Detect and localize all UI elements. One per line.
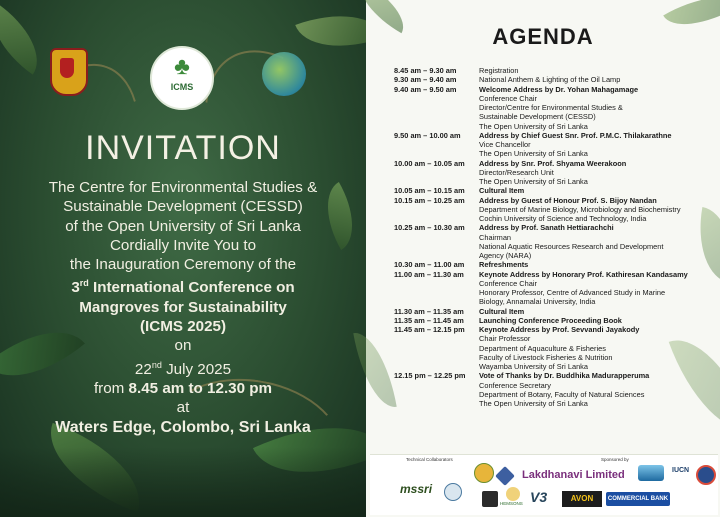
sponsored-by-caption: Sponsored by: [601, 457, 629, 462]
foliage-shadow: [0, 447, 366, 517]
agenda-item-heading: Address by Chief Guest Snr. Prof. P.M.C. Thilakarathne: [479, 130, 672, 140]
agenda-description: [479, 85, 714, 131]
collaborator-seal-icon: [444, 483, 462, 501]
sponsor-badge-icon: [482, 491, 498, 507]
agenda-item-detail: The Open University of Sri Lanka: [479, 399, 588, 408]
agenda-item-detail: Faculty of Livestock Fisheries & Nutrition: [479, 352, 613, 362]
technical-collaborators-caption: Technical Collaborators: [406, 457, 453, 462]
agenda-description: [479, 307, 714, 316]
agenda-item-detail: Conference Secretary: [479, 380, 551, 390]
agenda-time: 11.30 am – 11.35 am: [394, 306, 464, 316]
agenda-time: 11.45 am – 12.15 pm: [394, 325, 465, 334]
agenda-item-detail: National Aquatic Resources Research and Development: [479, 241, 664, 251]
agenda-item-heading: Vote of Thanks by Dr. Buddhika Madurapperuma: [479, 371, 650, 381]
hemsons-logo: HEMSONS: [500, 501, 523, 506]
agenda-item-detail: Honorary Professor, Centre of Advanced Study in Marine: [479, 288, 666, 297]
university-crest-icon: [50, 48, 88, 96]
agenda-time: 10.15 am – 10.25 am: [394, 195, 465, 205]
agenda-item-detail: Sustainable Development (CESSD): [479, 112, 596, 122]
agenda-row: [394, 75, 714, 84]
agenda-item-heading: Refreshments: [479, 260, 529, 270]
agenda-description: [479, 75, 714, 84]
agenda-list: [394, 66, 714, 408]
agenda-item-heading: Cultural Item: [479, 186, 525, 196]
agenda-item-detail: Conference Chair: [479, 278, 537, 288]
agenda-item-heading: Keynote Address by Honorary Prof. Kathiresan Kandasamy: [479, 269, 688, 279]
agenda-item-detail: Department of Aquaculture & Fisheries: [479, 343, 606, 353]
agenda-item-detail: Conference Chair: [479, 93, 537, 103]
agenda-item-detail: Agency (NARA): [479, 251, 532, 260]
v3-logo: V3: [530, 489, 548, 505]
sponsor-strip: [370, 454, 718, 515]
agenda-description: [479, 223, 714, 260]
sponsor-seal-icon: [696, 465, 716, 485]
icms-logo-label: ICMS: [170, 82, 194, 92]
conference-name-line2: Mangroves for Sustainability: [79, 298, 287, 316]
agenda-description: [479, 66, 714, 75]
agenda-item-detail: The Open University of Sri Lanka: [479, 121, 588, 131]
agenda-item-detail: Director/Research Unit: [479, 167, 554, 177]
agenda-row: [394, 196, 714, 224]
agenda-description: [479, 186, 714, 195]
agenda-description: [479, 325, 714, 371]
hemsons-leaf-icon: [506, 487, 520, 501]
agenda-item-heading: Cultural Item: [479, 306, 525, 316]
tree-icon: ♣: [174, 53, 190, 80]
agenda-time: 9.50 am – 10.00 am: [394, 130, 461, 140]
agenda-row: [394, 260, 714, 269]
agenda-time: 8.45 am – 9.30 am: [394, 66, 457, 75]
on-label: on: [174, 337, 192, 355]
agenda-description: [479, 131, 714, 159]
agenda-row: [394, 223, 714, 260]
conference-name-line1: 3rd International Conference on: [71, 278, 295, 297]
cessd-globe-icon: [262, 52, 306, 96]
agenda-row: [394, 85, 714, 131]
agenda-item-detail: Director/Centre for Environmental Studies &: [479, 103, 623, 112]
agenda-item-detail: Department of Botany, Faculty of Natural Sciences: [479, 389, 645, 399]
agenda-item-heading: Address by Prof. Sanath Hettiarachchi: [479, 223, 614, 233]
at-label: at: [176, 399, 190, 417]
agenda-row: [394, 316, 714, 325]
agenda-row: [394, 307, 714, 316]
agenda-description: [479, 159, 714, 187]
agenda-description: [479, 371, 714, 408]
icms-logo: [150, 46, 214, 110]
event-date: 22nd July 2025: [134, 359, 232, 378]
agenda-time: 9.40 am – 9.50 am: [394, 84, 457, 94]
agenda-item-detail: Wayamba University of Sri Lanka: [479, 362, 588, 371]
agenda-row: [394, 186, 714, 195]
avon-logo: AVON: [562, 491, 602, 507]
conference-acronym: (ICMS 2025): [139, 318, 227, 336]
invitation-line: Cordially Invite You to: [109, 236, 257, 254]
agenda-time: 11.00 am – 11.30 am: [394, 269, 464, 279]
agenda-item-detail: Department of Marine Biology, Microbiology and Biochemistry: [479, 204, 681, 214]
agenda-item-detail: Chairman: [479, 232, 512, 242]
agenda-description: [479, 316, 714, 325]
commercial-bank-logo: COMMERCIAL BANK: [606, 492, 670, 506]
event-time: from 8.45 am to 12.30 pm: [93, 380, 273, 398]
agenda-time: 10.25 am – 10.30 am: [394, 223, 465, 233]
invitation-line: of the Open University of Sri Lanka: [65, 217, 301, 235]
sponsor-diamond-icon: [495, 466, 515, 486]
wave-logo-icon: [638, 465, 664, 481]
agenda-time: 10.30 am – 11.00 am: [394, 260, 465, 270]
agenda-item-detail: Vice Chancellor: [479, 140, 531, 149]
agenda-row: [394, 270, 714, 307]
agenda-row: [394, 371, 714, 408]
agenda-description: [479, 270, 714, 307]
agenda-item-heading: Launching Conference Proceeding Book: [479, 315, 622, 325]
agenda-row: [394, 159, 714, 187]
collaborator-seal-icon: [474, 463, 494, 483]
iucn-logo: IUCN: [672, 467, 690, 474]
invitation-title: INVITATION: [85, 129, 281, 167]
invitation-line: the Inauguration Ceremony of the: [69, 256, 297, 274]
agenda-time: 11.35 am – 11.45 am: [394, 315, 464, 325]
agenda-panel: [366, 0, 720, 517]
invitation-line: The Centre for Environmental Studies &: [48, 179, 318, 196]
agenda-time: 10.00 am – 10.05 am: [394, 158, 465, 168]
event-venue: Waters Edge, Colombo, Sri Lanka: [55, 418, 311, 436]
agenda-item-heading: Address by Guest of Honour Prof. S. Bijoy Nandan: [479, 195, 657, 205]
agenda-item-detail: Chair Professor: [479, 334, 531, 344]
agenda-item-heading: National Anthem & Lighting of the Oil Lamp: [479, 75, 621, 85]
mssri-logo: mssri: [400, 482, 433, 496]
agenda-item-detail: The Open University of Sri Lanka: [479, 149, 588, 159]
invitation-line: Sustainable Development (CESSD): [63, 198, 303, 216]
agenda-row: [394, 325, 714, 371]
agenda-time: 12.15 pm – 12.25 pm: [394, 371, 466, 381]
logo-row: [0, 48, 366, 108]
agenda-item-heading: Address by Snr. Prof. Shyama Weerakoon: [479, 158, 627, 168]
agenda-item-heading: Registration: [479, 66, 519, 75]
agenda-item-detail: Biology, Annamalai University, India: [479, 297, 596, 307]
agenda-title: AGENDA: [492, 24, 594, 49]
agenda-description: [479, 260, 714, 269]
agenda-item-heading: Welcome Address by Dr. Yohan Mahagamage: [479, 84, 639, 94]
agenda-item-detail: Cochin University of Science and Technology, India: [479, 214, 647, 223]
agenda-item-detail: The Open University of Sri Lanka: [479, 177, 588, 186]
agenda-time: 9.30 am – 9.40 am: [394, 75, 457, 85]
agenda-row: [394, 131, 714, 159]
invitation-text: [0, 128, 366, 437]
agenda-row: [394, 66, 714, 75]
agenda-item-heading: Keynote Address by Prof. Sevvandi Jayakody: [479, 325, 640, 334]
agenda-time: 10.05 am – 10.15 am: [394, 186, 465, 196]
lakdhanavi-logo: Lakdhanavi Limited: [522, 469, 625, 481]
agenda-description: [479, 196, 714, 224]
